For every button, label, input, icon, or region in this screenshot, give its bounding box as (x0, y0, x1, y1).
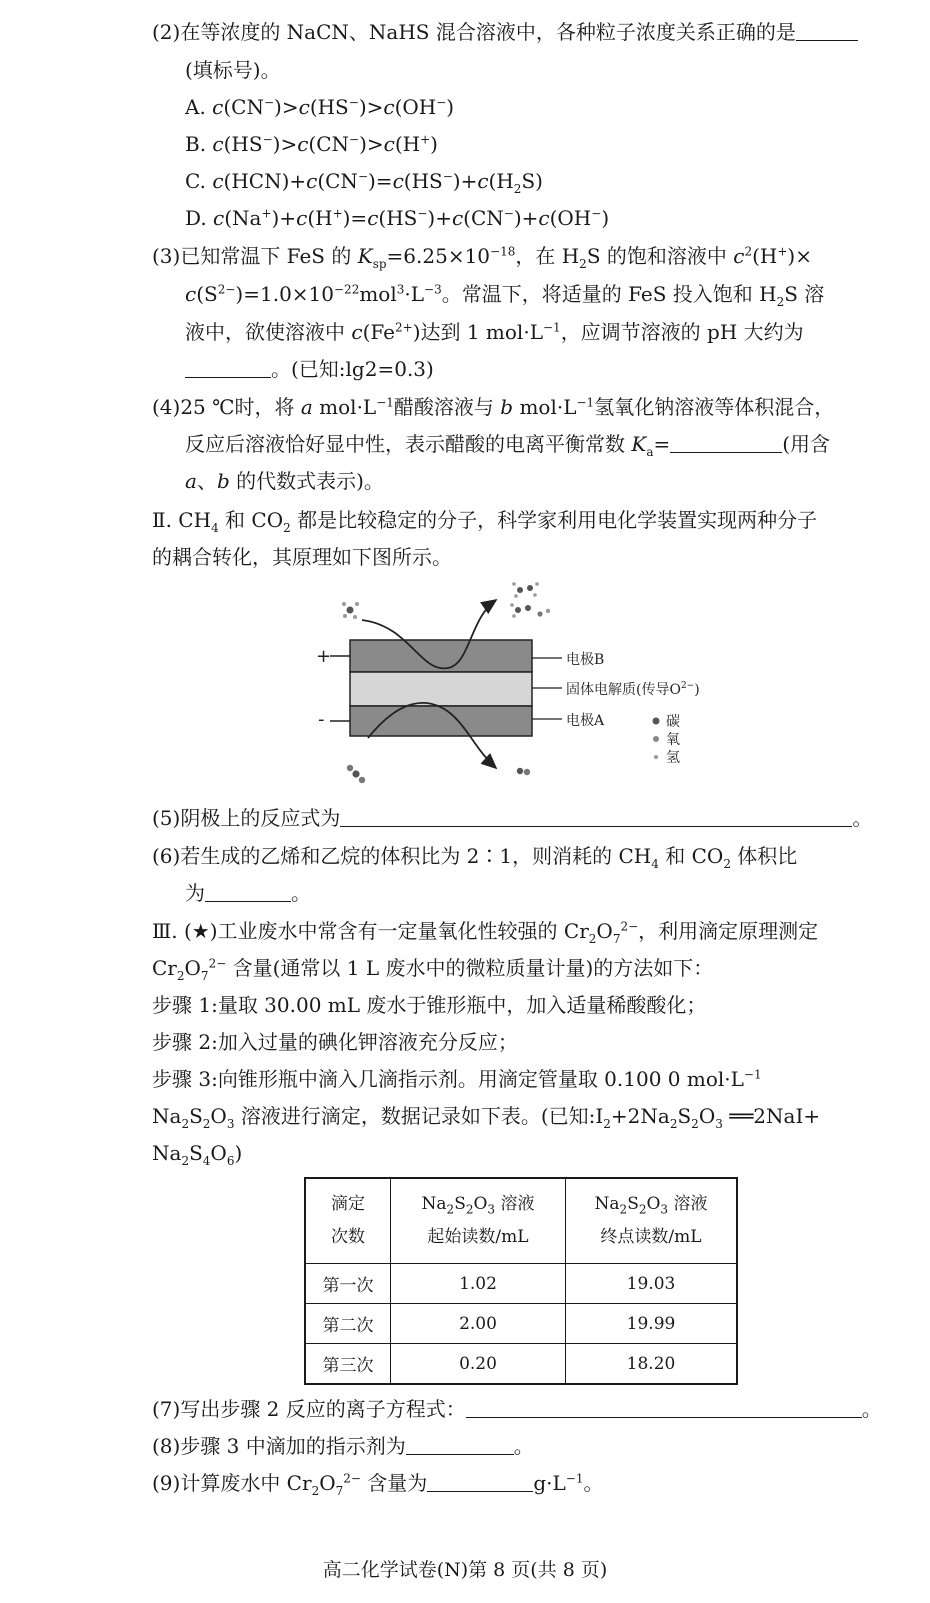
q2-stem: (2)在等浓度的 NaCN、NaHS 混合溶液中，各种粒子浓度关系正确的是 (152, 22, 858, 42)
q3-line-2: $c(S^{2-})=1.0\times 10^{-22}mol^3\cdot L^{-3}$。常温下，将适量的 FeS 投入饱和 $H_2S$ 溶 (185, 282, 825, 309)
electrolyte-layer (350, 672, 532, 706)
legend-oxygen-label: 氧 (666, 732, 680, 748)
legend-carbon-icon (653, 718, 660, 725)
step-1: 步骤 1:量取 30.00 mL 废水于锥形瓶中，加入适量稀酸酸化； (152, 993, 707, 1017)
carbon-dioxide-molecule-icon (347, 765, 365, 783)
electrode-a-label: 电极A (566, 713, 605, 729)
q4-line-2: 反应后溶液恰好显中性，表示醋酸的电离平衡常数 $K_a=$ (用含 (185, 432, 831, 459)
legend (653, 714, 681, 766)
q8: (8)步骤 3 中滴加的指示剂为 。 (152, 1434, 534, 1458)
electrode-a-layer (350, 706, 532, 736)
table-header-trial: 滴定 次数 (305, 1178, 391, 1264)
q2-hint: (填标号)。 (185, 58, 281, 82)
answer-blank-6[interactable] (205, 883, 291, 902)
table-row: 第二次 2.00 19.99 (305, 1304, 737, 1344)
positive-terminal: + (316, 646, 332, 667)
step-2: 步骤 2:加入过量的碘化钾溶液充分反应； (152, 1030, 518, 1054)
legend-hydrogen-label: 氢 (666, 750, 680, 766)
answer-blank-7[interactable] (466, 1399, 862, 1418)
methane-molecule-icon (342, 602, 359, 619)
q5: (5)阴极上的反应式为 。 (152, 806, 873, 830)
q2-option-d[interactable]: D. c(Na+)+c(H+)=c(HS−)+c(CN−)+c(OH−) (185, 206, 610, 230)
electrolyte-label: 固体电解质(传导$O^{2-}$) (566, 681, 700, 698)
answer-blank-4[interactable] (670, 434, 782, 453)
electrochemical-cell-diagram (300, 578, 740, 788)
electrode-b-label: 电极B (566, 652, 605, 668)
table-header-end-reading: $Na_2S_2O_3$ 溶液 终点读数/mL (566, 1178, 738, 1264)
table-row: 第三次 0.20 18.20 (305, 1344, 737, 1385)
q2-option-a[interactable]: A. c(CN−)>c(HS−)>c(OH−) (185, 95, 455, 119)
answer-blank-8[interactable] (406, 1436, 514, 1455)
ethylene-ethane-molecules-icon (510, 582, 550, 618)
step-3-line-3: $Na_2S_4O_6$) (152, 1141, 243, 1168)
answer-blank-9[interactable] (427, 1473, 533, 1492)
answer-blank-2[interactable] (796, 22, 858, 41)
table-header-start-reading: $Na_2S_2O_3$ 溶液 起始读数/mL (391, 1178, 566, 1264)
part2-line-1: Ⅱ. $CH_4$ 和 $CO_2$ 都是比较稳定的分子，科学家利用电化学装置实现两种分子 (152, 508, 818, 535)
q2-option-c[interactable]: C. $c(HCN)+c(CN^-)=c(HS^-)+c(H_2S)$ (185, 169, 543, 196)
q4-line-1: (4)25 ℃时，将 a $mol\cdot L^{-1}$醋酸溶液与 b $mol\cdot L^{-1}$氢氧化钠溶液等体积混合， (152, 395, 835, 419)
carbon-monoxide-molecule-icon (517, 768, 530, 775)
answer-blank-3[interactable] (185, 359, 271, 378)
step-3-line-2: $Na_2S_2O_3$ 溶液进行滴定，数据记录如下表。(已知$:I_2+2Na_2S_2O_3$ ══2NaI+ (152, 1104, 821, 1131)
table-row: 第一次 1.02 19.03 (305, 1264, 737, 1304)
q9: (9)计算废水中 $Cr_2O_7^{2-}$ 含量为 $g\cdot L^{-1}$。 (152, 1471, 604, 1498)
titration-data-table (304, 1177, 738, 1385)
answer-blank-5[interactable] (340, 808, 852, 827)
legend-carbon-label: 碳 (666, 714, 680, 730)
q6-line-2: 为 。 (185, 881, 311, 905)
q3-line-3: 液中，欲使溶液中 $c(Fe^{2+})$达到 1 $mol\cdot L^{-1}$，应调节溶液的 pH 大约为 (185, 320, 804, 344)
table-header-row (305, 1178, 737, 1264)
q7: (7)写出步骤 2 反应的离子方程式： 。 (152, 1397, 882, 1421)
q3-line-4: 。(已知:lg2=0.3) (185, 359, 434, 379)
q6-line-1: (6)若生成的乙烯和乙烷的体积比为 2∶1，则消耗的 $CH_4$ 和 $CO_2$ 体积比 (152, 844, 798, 871)
step-3-line-1: 步骤 3:向锥形瓶中滴入几滴指示剂。用滴定管量取 0.100 0 $mol\cdot L^{-1}$ (152, 1067, 762, 1091)
electrode-b-layer (350, 640, 532, 672)
legend-oxygen-icon (653, 736, 659, 742)
part3-line-1: Ⅲ. (★)工业废水中常含有一定量氧化性较强的 $Cr_2O_7^{2-}$，利用滴定原理测定 (152, 919, 819, 946)
part2-line-2: 的耦合转化，其原理如下图所示。 (152, 545, 452, 569)
legend-hydrogen-icon (654, 755, 658, 759)
q4-line-3: a、b 的代数式表示)。 (185, 469, 384, 493)
q2-option-b[interactable]: B. c(HS−)>c(CN−)>c(H+) (185, 132, 438, 156)
page-footer: 高二化学试卷(N)第 8 页(共 8 页) (322, 1559, 608, 1581)
negative-terminal: - (318, 709, 325, 730)
q3-line-1: (3)已知常温下 FeS 的 $K_{sp}=6.25\times 10^{-18}$，在 $H_2S$ 的饱和溶液中 $c^2(H^+)\times$ (152, 244, 812, 271)
part3-line-2: $Cr_2O_7^{2-}$ 含量(通常以 1 L 废水中的微粒质量计量)的方法如下： (152, 956, 714, 983)
